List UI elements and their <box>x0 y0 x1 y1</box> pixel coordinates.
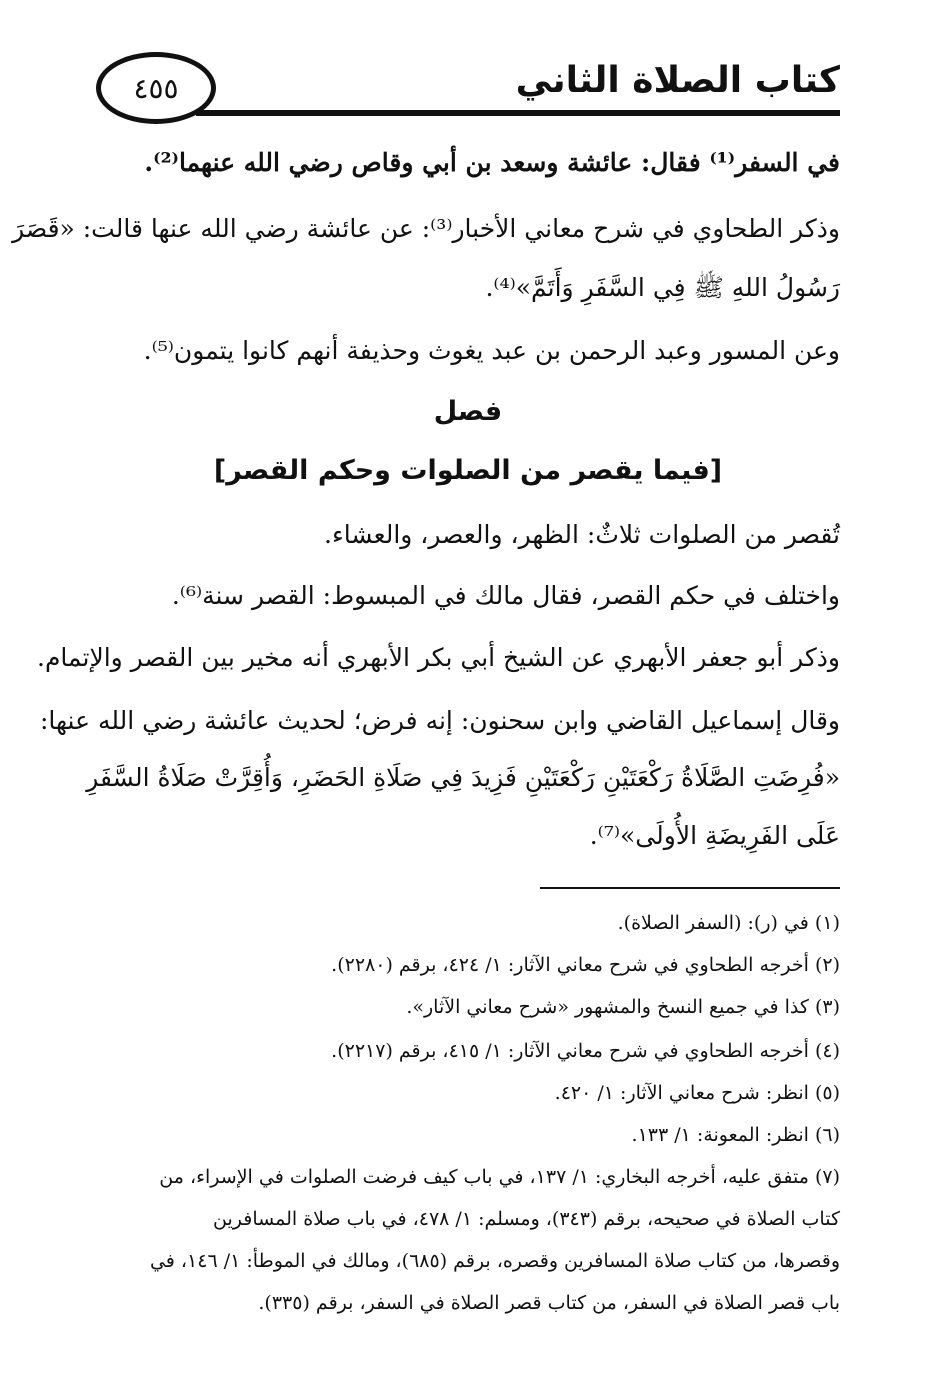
text-line-6: واختلف في حكم القصر، فقال مالك في المبسوط: القصر سنة⁽⁶⁾. <box>171 581 840 610</box>
text-line-4: وعن المسور وعبد الرحمن بن عبد يغوث وحذيفة أنهم كانوا يتمون⁽⁵⁾. <box>143 336 840 365</box>
text-line-7: وذكر أبو جعفر الأبهري عن الشيخ أبي بكر الأبهري أنه مخير بين القصر والإتمام. <box>37 643 840 672</box>
footnotes <box>96 0 840 1397</box>
text-line-10: عَلَى الفَرِيضَةِ الأُولَى»⁽⁷⁾. <box>589 821 840 850</box>
footnote-7-cont: كتاب الصلاة في صحيحه، برقم (٣٤٣)، ومسلم: ١/ ٤٧٨، في باب صلاة المسافرين <box>213 1208 840 1230</box>
text-line-3: رَسُولُ اللهِ ﷺ فِي السَّفَرِ وَأَتَمَّ»⁽⁴⁾. <box>485 273 840 302</box>
page-number: ٤٥٥ <box>133 71 179 105</box>
footnote-4: (٤) أخرجه الطحاوي في شرح معاني الآثار: ١/ ٤١٥، برقم (٢٢١٧). <box>331 1040 840 1062</box>
text-line-5: تُقصر من الصلوات ثلاثٌ: الظهر، والعصر، والعشاء. <box>324 520 840 549</box>
section-subheading: [فيما يقصر من الصلوات وحكم القصر] <box>213 455 723 486</box>
footnote-7-cont: باب قصر الصلاة في السفر، من كتاب قصر الصلاة في السفر، برقم (٣٣٥). <box>258 1292 840 1314</box>
book-title: كتاب الصلاة الثاني <box>515 60 840 101</box>
text-line-1: في السفر⁽¹⁾ فقال: عائشة وسعد بن أبي وقاص رضي الله عنهما⁽²⁾. <box>144 148 840 177</box>
footnote-1: (١) في (ر): (السفر الصلاة). <box>617 912 840 934</box>
text-line-8: وقال إسماعيل القاضي وابن سحنون: إنه فرض؛ لحديث عائشة رضي الله عنها: <box>39 706 840 735</box>
footnote-5: (٥) انظر: شرح معاني الآثار: ١/ ٤٢٠. <box>554 1082 840 1104</box>
footnote-6: (٦) انظر: المعونة: ١/ ١٣٣. <box>631 1124 840 1146</box>
footnote-7: (٧) متفق عليه، أخرجه البخاري: ١/ ١٣٧، في باب كيف فرضت الصلوات في الإسراء، من <box>159 1166 840 1188</box>
footnote-2: (٢) أخرجه الطحاوي في شرح معاني الآثار: ١/ ٤٢٤، برقم (٢٢٨٠). <box>331 954 840 976</box>
footnote-7-cont: وقصرها، من كتاب صلاة المسافرين وقصره، برقم (٦٨٥)، ومالك في الموطأ: ١/ ١٤٦، في <box>149 1250 840 1272</box>
section-heading: فصل <box>433 396 503 427</box>
text-line-2: وذكر الطحاوي في شرح معاني الأخبار⁽³⁾: عن عائشة رضي الله عنها قالت: «قَصَرَ <box>12 214 840 243</box>
footnote-3: (٣) كذا في جميع النسخ والمشهور «شرح معاني الآثار». <box>406 996 840 1018</box>
text-line-9: «فُرِضَتِ الصَّلَاةُ رَكْعَتَيْنِ رَكْعَتَيْنِ فَزِيدَ فِي صَلَاةِ الحَضَرِ، وَأُقِرَّتْ صَلَاةُ السَّفَرِ <box>86 763 840 792</box>
